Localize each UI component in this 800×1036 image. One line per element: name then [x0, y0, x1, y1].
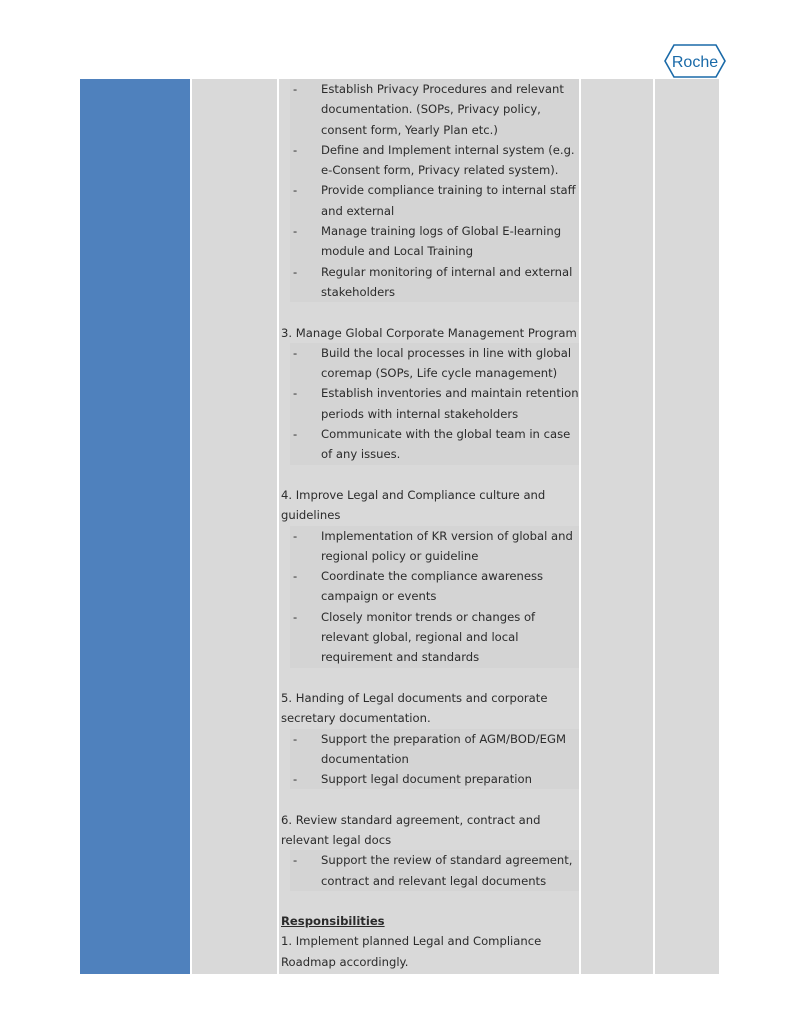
- responsibility-item: 1. Implement planned Legal and Compliance Roadmap accordingly.: [281, 934, 542, 969]
- section-title: 5. Handing of Legal documents and corporate secretary documentation.: [281, 690, 548, 726]
- list-item: - Manage training logs of Global E-learning module and Local Training: [290, 221, 579, 262]
- table-column-2: [192, 79, 277, 974]
- section-bullet-list: [281, 850, 579, 891]
- list-item: - Regular monitoring of internal and external stakeholders: [290, 262, 579, 303]
- list-item: - Implementation of KR version of global and regional policy or guideline: [290, 526, 579, 567]
- list-item: - Define and Implement internal system (e.g. e-Consent form, Privacy related system).: [290, 140, 579, 181]
- list-item: - Support legal document preparation: [290, 769, 579, 789]
- section-title: 6. Review standard agreement, contract and relevant legal docs: [281, 812, 541, 847]
- content-text: [281, 79, 579, 972]
- list-item: - Establish Privacy Procedures and relevant documentation. (SOPs, Privacy policy, consent form, Yearly Plan etc.): [290, 79, 579, 140]
- section-bullet-list: [281, 343, 579, 465]
- section-title: 4. Improve Legal and Compliance culture and guidelines: [281, 487, 546, 523]
- list-item: - Support the preparation of AGM/BOD/EGM documentation: [290, 729, 579, 770]
- list-item: - Communicate with the global team in case of any issues.: [290, 424, 579, 465]
- list-item: - Build the local processes in line with global coremap (SOPs, Life cycle management): [290, 343, 579, 384]
- list-item: - Coordinate the compliance awareness campaign or events: [290, 566, 579, 607]
- table-column-5: [655, 79, 719, 974]
- list-item: - Closely monitor trends or changes of relevant global, regional and local requirement and standards: [290, 607, 579, 668]
- list-item: - Provide compliance training to internal staff and external: [290, 180, 579, 221]
- responsibilities-heading: Responsibilities: [281, 914, 385, 929]
- sidebar-column: [80, 79, 190, 974]
- list-item: - Support the review of standard agreement, contract and relevant legal documents: [290, 850, 579, 891]
- list-item: - Establish inventories and maintain retention periods with internal stakeholders: [290, 383, 579, 424]
- section-bullet-list: [281, 729, 579, 790]
- logo-text: Roche: [671, 54, 719, 71]
- section-title: 3. Manage Global Corporate Management Program: [281, 325, 577, 340]
- table-column-4: [581, 79, 653, 974]
- top-bullet-list: [281, 79, 579, 302]
- roche-logo: [664, 44, 726, 78]
- section-bullet-list: [281, 526, 579, 668]
